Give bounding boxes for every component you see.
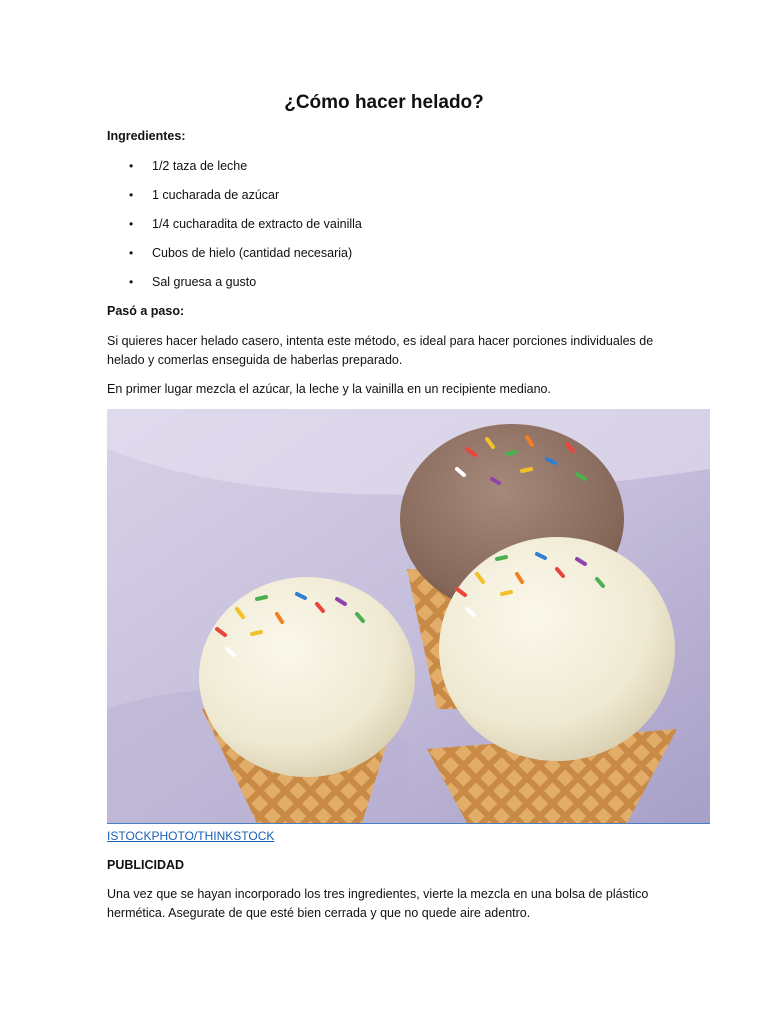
bullet-icon: • — [129, 159, 134, 173]
ingredients-heading: Ingredientes: — [107, 129, 186, 143]
image-credit-link[interactable]: ISTOCKPHOTO/THINKSTOCK — [107, 829, 275, 843]
list-item: • 1/4 cucharadita de extracto de vainilla — [107, 214, 362, 243]
list-item: • 1 cucharada de azúcar — [107, 185, 362, 214]
ingredients-list — [107, 156, 362, 301]
list-item: • Sal gruesa a gusto — [107, 272, 362, 301]
bullet-icon: • — [129, 275, 134, 289]
step-1-paragraph: En primer lugar mezcla el azúcar, la leche y la vainilla en un recipiente mediano. — [107, 382, 551, 396]
step-2-paragraph: Una vez que se hayan incorporado los tres ingredientes, vierte la mezcla en una bolsa de plástico hermética. Asegurate de que esté bien cerrada y que no quede aire adentro. — [107, 887, 649, 920]
list-item: • Cubos de hielo (cantidad necesaria) — [107, 243, 362, 272]
ice-cream-photo — [107, 409, 710, 824]
bullet-icon: • — [129, 246, 134, 260]
advertisement-label: PUBLICIDAD — [107, 858, 185, 872]
list-item: • 1/2 taza de leche — [107, 156, 362, 185]
page-title: ¿Cómo hacer helado? — [284, 92, 484, 113]
bullet-icon: • — [129, 217, 134, 231]
steps-heading: Pasó a paso: — [107, 304, 185, 318]
intro-paragraph: Si quieres hacer helado casero, intenta este método, es ideal para hacer porciones individuales de helado y comerlas enseguida de haberlas preparado. — [107, 334, 654, 367]
bullet-icon: • — [129, 188, 134, 202]
